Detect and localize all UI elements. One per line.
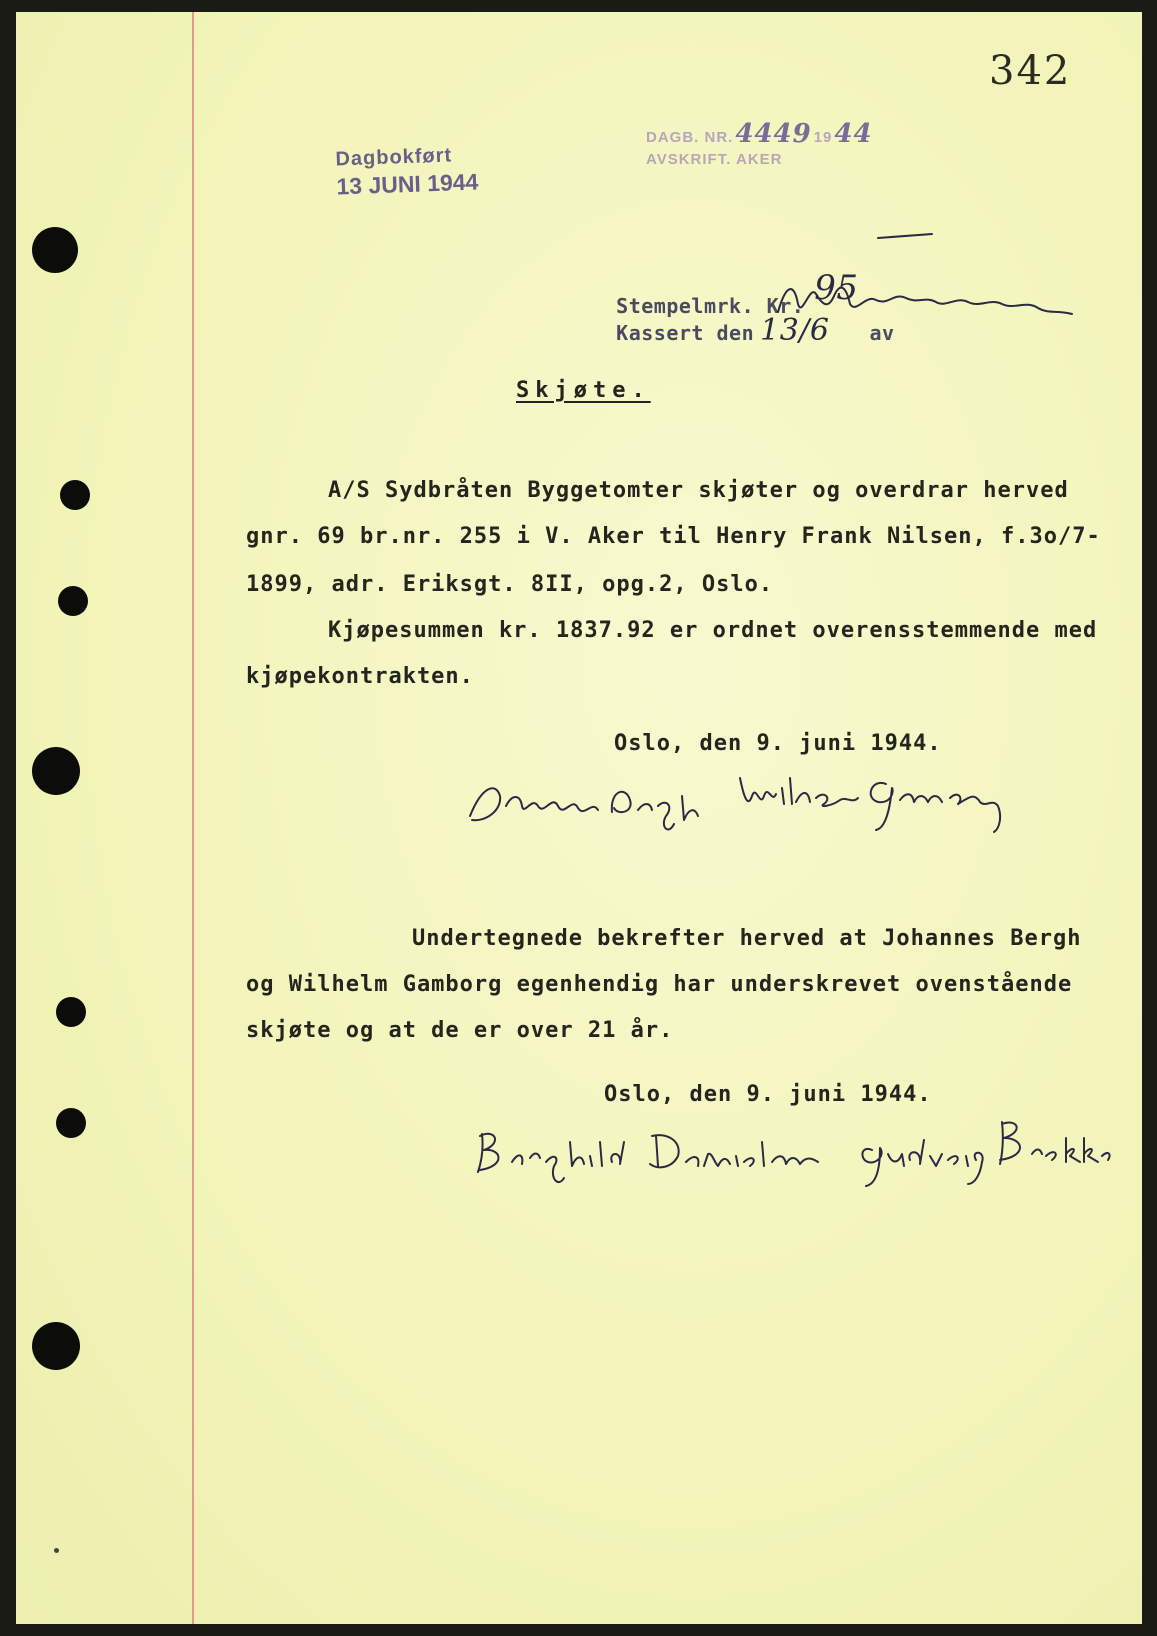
document-page bbox=[16, 12, 1142, 1624]
signature-borghild-danielsen bbox=[472, 1122, 832, 1192]
binder-hole bbox=[56, 997, 86, 1027]
place-date-1: Oslo, den 9. juni 1944. bbox=[614, 731, 942, 756]
dagb-avskrift: AVSKRIFT. AKER bbox=[646, 151, 783, 168]
binder-hole bbox=[32, 227, 78, 273]
binder-hole bbox=[58, 586, 88, 616]
stempel-amount: 95 bbox=[814, 268, 859, 308]
stempel-amount-dash bbox=[876, 232, 936, 242]
kassert-date: 13/6 bbox=[760, 313, 830, 348]
body-para3-line1: Undertegnede bekrefter herved at Johannes Bergh bbox=[412, 926, 1082, 951]
body-para2-line1: Kjøpesummen kr. 1837.92 er ordnet overensstemmende med bbox=[328, 618, 1098, 643]
body-para2-line2: kjøpekontrakten. bbox=[246, 664, 474, 689]
dagb-label: DAGB. NR. bbox=[646, 129, 734, 146]
document-title: Skjøte. bbox=[516, 378, 651, 403]
stempel-label: Stempelmrk. Kr. bbox=[616, 294, 805, 318]
dagb-number: 4449 bbox=[735, 119, 812, 149]
stray-ink-dot bbox=[54, 1548, 59, 1553]
dagbokfort-label: Dagbokført bbox=[335, 144, 453, 171]
dagb-stamp bbox=[646, 119, 873, 168]
binder-hole bbox=[32, 1322, 80, 1370]
signature-wilhelm-gamborg bbox=[736, 768, 1036, 838]
body-para3-line3: skjøte og at de er over 21 år. bbox=[246, 1018, 674, 1043]
body-para1-line1: A/S Sydbråten Byggetomter skjøter og overdrar herved bbox=[328, 478, 1069, 503]
body-para3-line2: og Wilhelm Gamborg egenhendig har underskrevet ovenstående bbox=[246, 972, 1073, 997]
kassert-label: Kassert den bbox=[616, 321, 755, 345]
binder-hole bbox=[60, 480, 90, 510]
signature-gudveig-brekke bbox=[852, 1110, 1112, 1190]
dagb-year-handwritten: 44 bbox=[834, 119, 873, 149]
signature-johannes-bergh bbox=[462, 776, 702, 836]
body-para1-line3: 1899, adr. Eriksgt. 8II, opg.2, Oslo. bbox=[246, 572, 774, 597]
dagbokfort-date: 13 JUNI 1944 bbox=[336, 168, 479, 200]
kassert-signature-scribble bbox=[776, 274, 1076, 324]
dagbokfort-stamp bbox=[335, 144, 479, 201]
kassert-suffix: av bbox=[869, 321, 895, 345]
body-para1-line2: gnr. 69 br.nr. 255 i V. Aker til Henry Frank Nilsen, f.3o/7- bbox=[246, 524, 1101, 549]
page-number: 342 bbox=[989, 48, 1072, 94]
dagb-year-printed: 19 bbox=[813, 129, 833, 146]
margin-line bbox=[192, 12, 194, 1624]
binder-hole bbox=[56, 1108, 86, 1138]
binder-hole bbox=[32, 747, 80, 795]
place-date-2: Oslo, den 9. juni 1944. bbox=[604, 1082, 932, 1107]
